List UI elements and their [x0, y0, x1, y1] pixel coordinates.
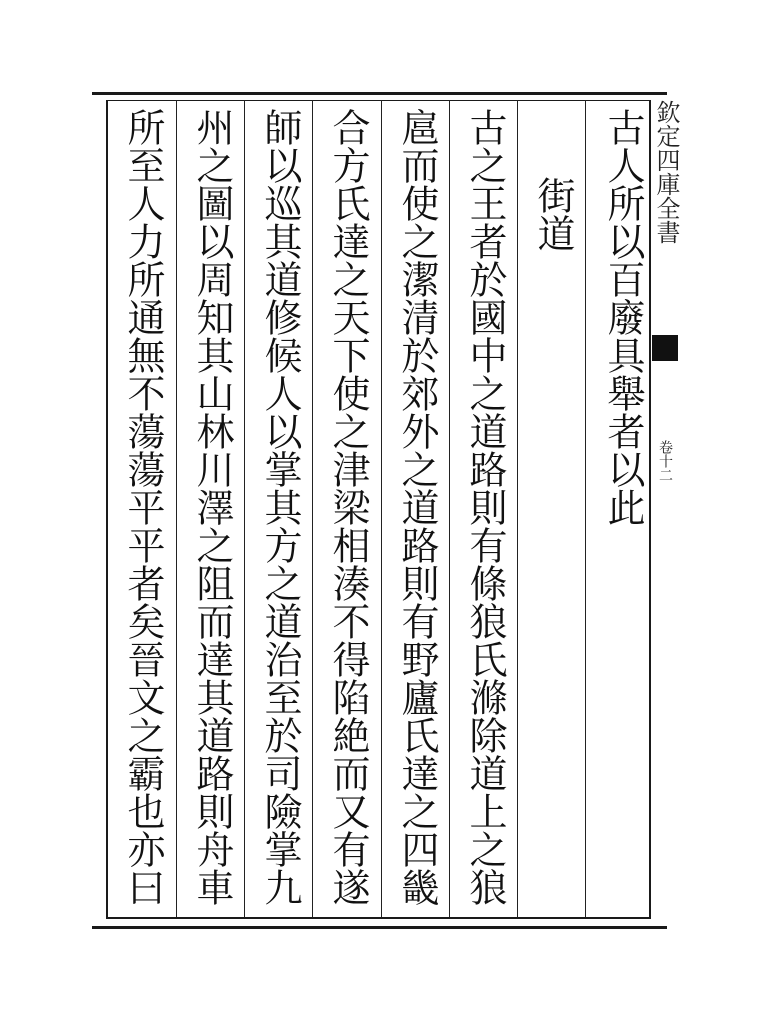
top-border-inner	[106, 100, 651, 101]
text-column-7: 州之圖以周知其山林川澤之阻而達其道路則舟車	[190, 108, 234, 906]
column-divider	[312, 100, 313, 917]
text-column-3: 古之王者於國中之道路則有條狼氏滌除道上之狼	[463, 108, 507, 906]
text-column-6: 師以巡其道修候人以掌其方之道治至於司險掌九	[258, 108, 302, 906]
text-column-1: 古人所以百廢具舉者以此	[601, 108, 645, 526]
left-border	[106, 100, 108, 917]
text-column-8: 所至人力所通無不蕩蕩平平者矣晉文之霸也亦曰	[121, 108, 165, 906]
column-divider	[585, 100, 586, 917]
book-title: 欽定四庫全書	[652, 100, 680, 244]
column-divider	[517, 100, 518, 917]
top-border-outer	[92, 92, 667, 95]
fishtail-mark	[652, 335, 678, 361]
column-divider	[449, 100, 450, 917]
volume-label: 卷十二	[657, 440, 673, 482]
column-divider	[176, 100, 177, 917]
text-column-5: 合方氏達之天下使之津梁相湊不得陷絶而又有遂	[326, 108, 370, 906]
text-column-4: 扈而使之潔清於郊外之道路則有野廬氏達之四畿	[395, 108, 439, 906]
column-divider	[244, 100, 245, 917]
column-divider	[381, 100, 382, 917]
section-heading: 街道	[531, 176, 575, 252]
